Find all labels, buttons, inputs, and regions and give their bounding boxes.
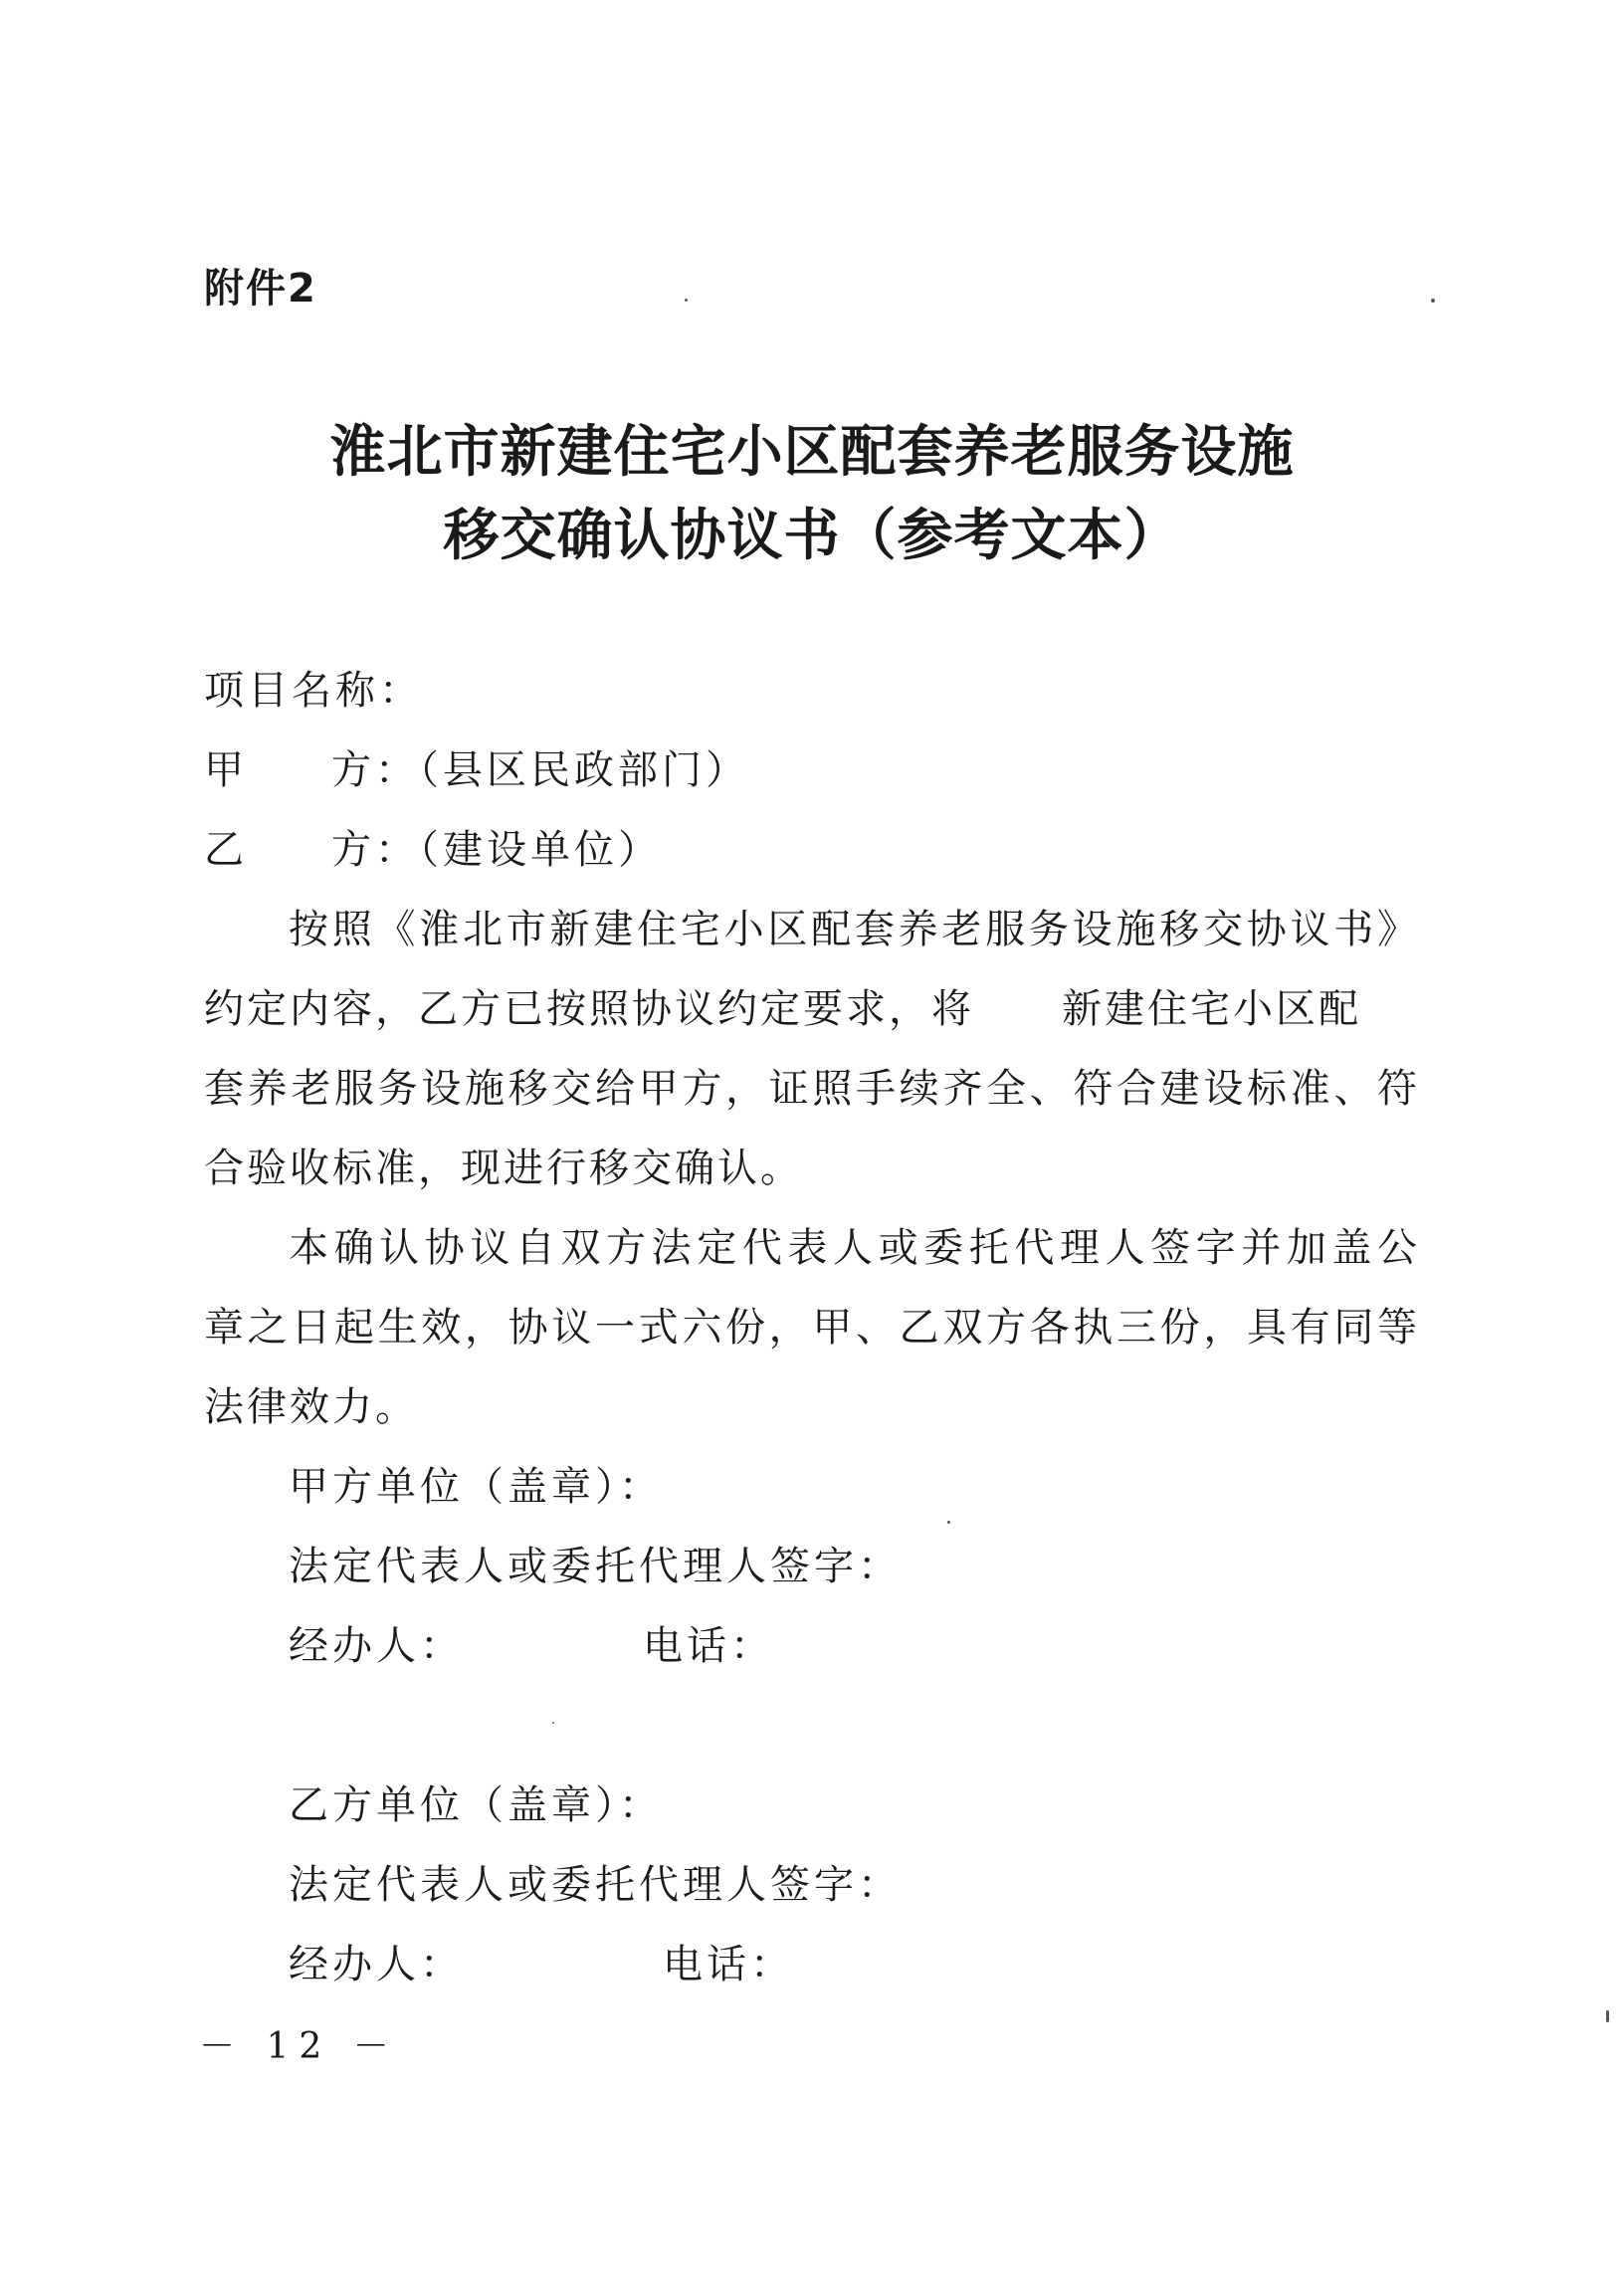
party-b-representative: 法定代表人或委托代理人签字：: [289, 1862, 902, 1908]
page-number: － 12 －: [199, 2026, 399, 2067]
party-b-line: [204, 818, 662, 875]
paragraph1-line2-part1: 约定内容，乙方已按照协议约定要求，将: [204, 986, 974, 1032]
paragraph1-line4: 合验收标准，现进行移交确认。: [204, 1146, 803, 1191]
party-a-text: 方：（县区民政部门）: [331, 747, 749, 793]
project-name-label: 项目名称：: [204, 668, 423, 714]
paragraph1-line3: 套养老服务设施移交给甲方，证照手续齐全、符合建设标准、符: [204, 1066, 1420, 1112]
paragraph1-line2-part2: 新建住宅小区配: [1062, 986, 1361, 1032]
party-a-contact-line: [289, 1614, 774, 1671]
party-a-line: [204, 738, 749, 795]
paragraph1-line1: 按照《淮北市新建住宅小区配套养老服务设施移交协议书》: [289, 907, 1420, 952]
scan-speck: [685, 299, 688, 302]
scan-speck: [552, 1722, 554, 1724]
paragraph2-line2: 章之日起生效，协议一式六份，甲、乙双方各执三份，具有同等: [204, 1305, 1420, 1351]
scan-speck: [947, 1521, 950, 1524]
party-b-text: 方：（建设单位）: [331, 827, 662, 873]
paragraph2-line3: 法律效力。: [204, 1384, 418, 1430]
document-title-line1: 淮北市新建住宅小区配套养老服务设施: [329, 419, 1295, 485]
document-title-line2: 移交确认协议书（参考文本）: [443, 503, 1181, 568]
party-a-unit-seal: 甲方单位（盖章）：: [289, 1464, 663, 1510]
party-b-unit-seal: 乙方单位（盖章）：: [289, 1782, 663, 1828]
scan-speck: [1431, 299, 1435, 303]
party-a-char: 甲: [204, 747, 244, 793]
party-b-phone: 电话：: [663, 1942, 794, 1987]
party-a-representative: 法定代表人或委托代理人签字：: [289, 1544, 902, 1589]
party-b-char: 乙: [204, 827, 244, 873]
attachment-label: 附件2: [204, 266, 317, 312]
paragraph2-line1: 本确认协议自双方法定代表人或委托代理人签字并加盖公: [289, 1225, 1420, 1271]
party-b-handler: 经办人：: [289, 1942, 464, 1987]
party-b-contact-line: [289, 1933, 794, 1989]
party-a-handler: 经办人：: [289, 1623, 464, 1669]
scan-speck: [1606, 2010, 1609, 2022]
party-a-phone: 电话：: [643, 1623, 774, 1669]
paragraph1-line2: [204, 977, 1420, 1034]
